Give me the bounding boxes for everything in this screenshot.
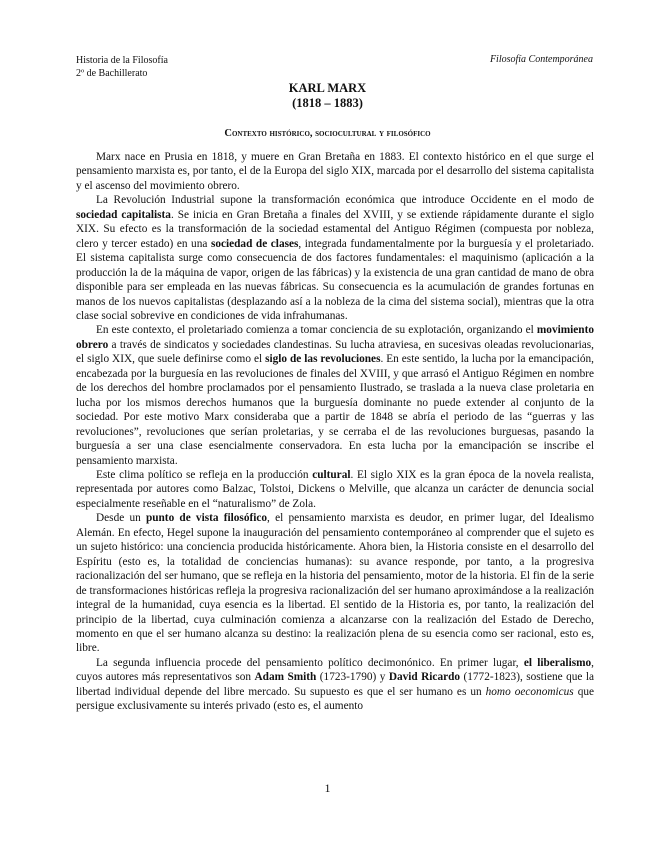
text-run: Este clima político se refleja en la producción — [96, 468, 313, 481]
bold-term: punto de vista filosófico — [145, 512, 268, 525]
bold-term: movimiento obrero — [76, 324, 594, 351]
text-run: Marx nace en Prusia en 1818, y muere en Gran Bretaña en 1883. El contexto histórico en el que surge el pensamiento marxista es, por tanto, el de la Europa del siglo XIX, marcada por el desarrollo del sistema capitalista y el ascenso del movimiento obrero. — [76, 151, 594, 192]
author-years: (1818 – 1883) — [292, 96, 363, 110]
text-run: La Revolución Industrial supone la transformación económica que introduce Occidente en el modo de — [96, 194, 594, 207]
author-name: KARL MARX — [288, 81, 367, 95]
text-run: Desde un — [96, 512, 146, 525]
paragraph-4 — [76, 468, 594, 511]
bold-term: siglo de las revoluciones — [265, 353, 381, 366]
page-title — [0, 81, 655, 111]
paragraph-1 — [76, 150, 594, 193]
bold-term: David Ricardo — [388, 671, 461, 684]
text-run: (1772-1823), sostiene que la libertad individual depende del libre mercado. Su supuesto es que el ser humano es un — [76, 671, 594, 698]
text-run: La segunda influencia procede del pensamiento político decimonónico. En primer lugar, — [96, 656, 524, 669]
header-right: Filosofía Contemporánea — [489, 54, 593, 65]
text-run: , integrada fundamentalmente por la burguesía y el proletariado. El sistema capitalista surge como consecuencia de dos factores fundamentales: el maquinismo (aplicación a la producción la de la máquina de vapor, origen de las fábricas) y la existencia de una gran cantidad de mano de obra disponible para ser empleada en las nuevas fábricas. Su consecuencia es la acumulación de grandes fortunas en manos de los nuevos capitalistas (desplazando así a la nobleza de la cima del sistema social), mientras que la otra clase social sobrevive en condiciones de vida infrahumanas. — [76, 237, 594, 322]
header-subject: Historia de la Filosofía — [76, 55, 168, 66]
text-run: En este contexto, el proletariado comienza a tomar conciencia de su explotación, organizando el — [96, 324, 537, 337]
text-run: que persigue exclusivamente su interés privado (esto es, el aumento — [76, 685, 595, 713]
italic-term: homo oeconomicus — [485, 685, 574, 698]
bold-term: sociedad capitalista — [76, 208, 171, 221]
header-left — [76, 54, 168, 80]
page-number: 1 — [324, 781, 331, 795]
text-run: . En este sentido, la lucha por la emancipación, encabezada por la burguesía en las revoluciones de finales del XVIII, y que arrasó el Antiguo Régimen en nombre de los derechos del hombre proclamados por el pensamiento Ilustrado, se traslada a la nueva clase proletaria en lucha por los mismos derechos humanos que la burguesía dominante no puede extender al conjunto de la sociedad. Por este motivo Marx consideraba que a partir de 1848 se abría el periodo de las “guerras y las revoluciones”, revoluciones que serían proletarias, y se cerraba el de las revoluciones burguesas, pasando la burguesía a ser una clase esencialmente conservadora. En esta lucha por la emancipación se inscribe el pensamiento marxista. — [76, 353, 595, 467]
bold-term: el liberalismo — [523, 656, 592, 669]
text-run: , el pensamiento marxista es deudor, en primer lugar, del Idealismo Alemán. En efecto, Hegel supone la inauguración del pensamiento contemporáneo al comprender que el sujeto es un sujeto histórico: una conciencia producida históricamente. Ahora bien, la Historia consiste en el desarrollo del Espíritu (esto es, la totalidad de conciencias humanas): su avance responde, por tanto, a la progresiva racionalización del ser humano, que se refleja en la historia del pensamiento, motor de la historia. El fin de la serie de transformaciones históricas refleja la progresiva racionalización del ser humano aproximándose a la realización integral de la humanidad, cuya esencia es la libertad. El sentido de la Historia es, por tanto, la realización del principio de la libertad, cuya culminación comienza a alcanzarse con la realización del Estado de Derecho, momento en que el ser humano alcanza su destino: la realización plena de su esencia como ser racional, esto es, libre. — [76, 512, 594, 655]
text-run: . El siglo XIX es la gran época de la novela realista, representada por autores como Balzac, Tolstoi, Dickens o Melville, que alcanza un carácter de denuncia social especialmente reseñable en el “naturalismo” de Zola. — [76, 468, 594, 510]
header-course: 2º de Bachillerato — [76, 68, 148, 79]
paragraph-2 — [76, 193, 594, 323]
paragraph-5 — [76, 511, 594, 656]
text-run: a través de sindicatos y sociedades clandestinas. Su lucha atraviesa, en sucesivas oleadas revolucionarias, el siglo XIX, que suele definirse como el — [76, 338, 594, 366]
bold-term: cultural — [312, 468, 351, 481]
bold-term: Adam Smith — [254, 671, 317, 684]
text-run: (1723-1790) y — [316, 671, 389, 684]
section-heading: Contexto histórico, sociocultural y filosófico — [224, 128, 431, 139]
paragraph-6 — [76, 656, 594, 714]
bold-term: sociedad de clases — [210, 237, 299, 250]
text-run: . Se inicia en Gran Bretaña a finales del XVIII, y se extiende rápidamente durante el siglo XIX. Su efecto es la transformación de la sociedad estamental del Antiguo Régimen (compuesta por nobleza, clero y tercer estado) en una — [76, 208, 594, 250]
text-run: , cuyos autores más representativos son — [76, 656, 594, 684]
body-text — [76, 150, 594, 714]
paragraph-3 — [76, 323, 594, 468]
